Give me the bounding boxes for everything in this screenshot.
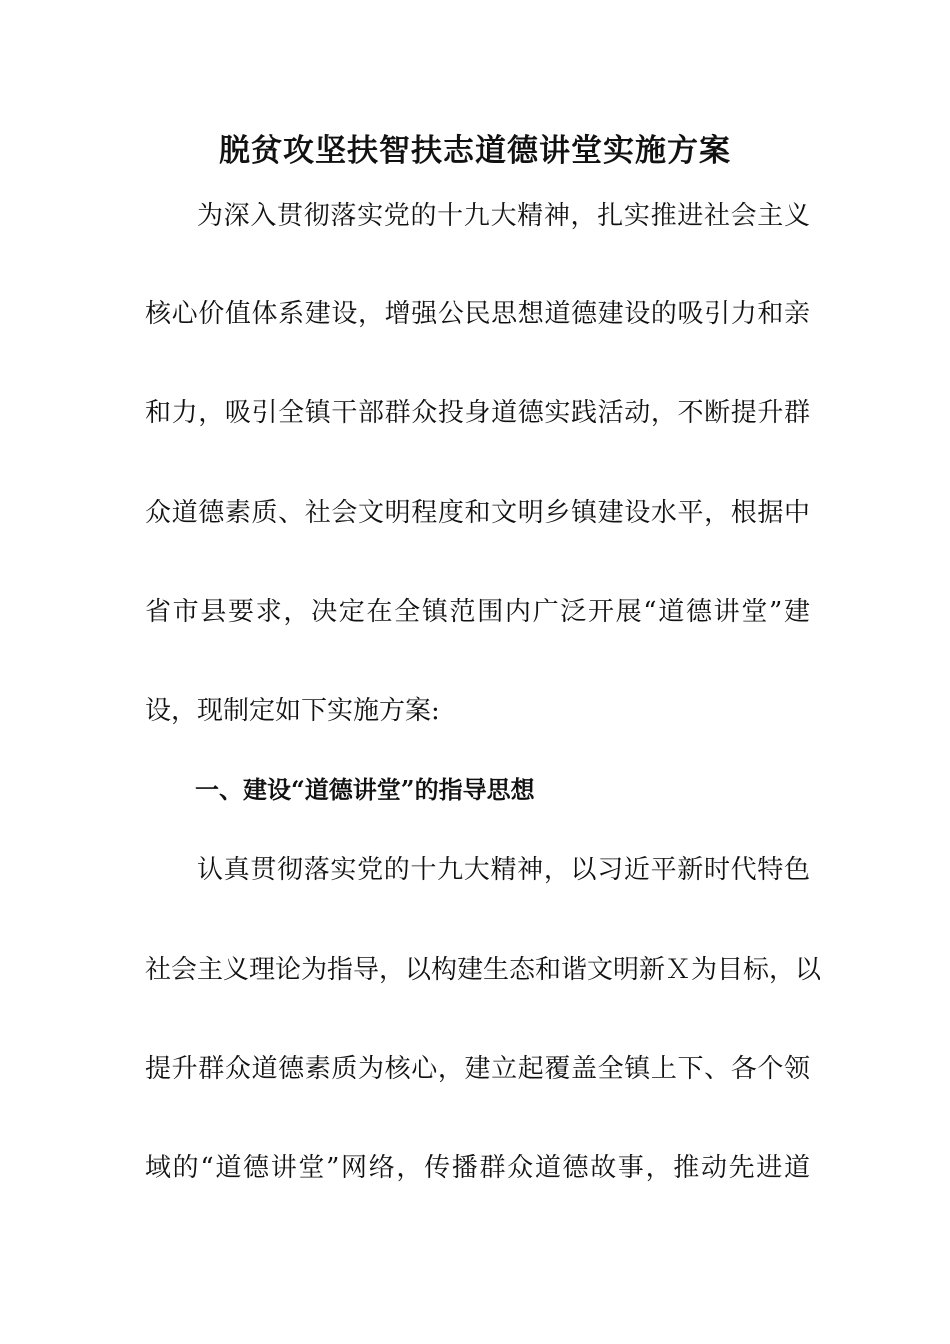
paragraph-1-line-4: 众道德素质、社会文明程度和文明乡镇建设水平，根据中 <box>145 498 810 528</box>
paragraph-2-line-2: 社会主义理论为指导，以构建生态和谐文明新Ｘ为目标，以 <box>145 955 822 985</box>
paragraph-1-line-3: 和力，吸引全镇干部群众投身道德实践活动，不断提升群 <box>145 398 810 428</box>
paragraph-1-line-6: 设，现制定如下实施方案: <box>145 696 440 726</box>
paragraph-1-line-1: 为深入贯彻落实党的十九大精神，扎实推进社会主义 <box>197 201 810 231</box>
document-title: 脱贫攻坚扶智扶志道德讲堂实施方案 <box>219 133 731 169</box>
paragraph-2-line-4: 域的“道德讲堂”网络，传播群众道德故事，推动先进道 <box>145 1153 810 1183</box>
paragraph-2-line-1: 认真贯彻落实党的十九大精神，以习近平新时代特色 <box>197 855 810 885</box>
paragraph-2-line-3: 提升群众道德素质为核心，建立起覆盖全镇上下、各个领 <box>145 1054 810 1084</box>
paragraph-1-line-2: 核心价值体系建设，增强公民思想道德建设的吸引力和亲 <box>145 299 810 329</box>
paragraph-1-line-5: 省市县要求，决定在全镇范围内广泛开展“道德讲堂”建 <box>145 597 810 627</box>
section-heading: 一、建设“道德讲堂”的指导思想 <box>195 775 535 804</box>
